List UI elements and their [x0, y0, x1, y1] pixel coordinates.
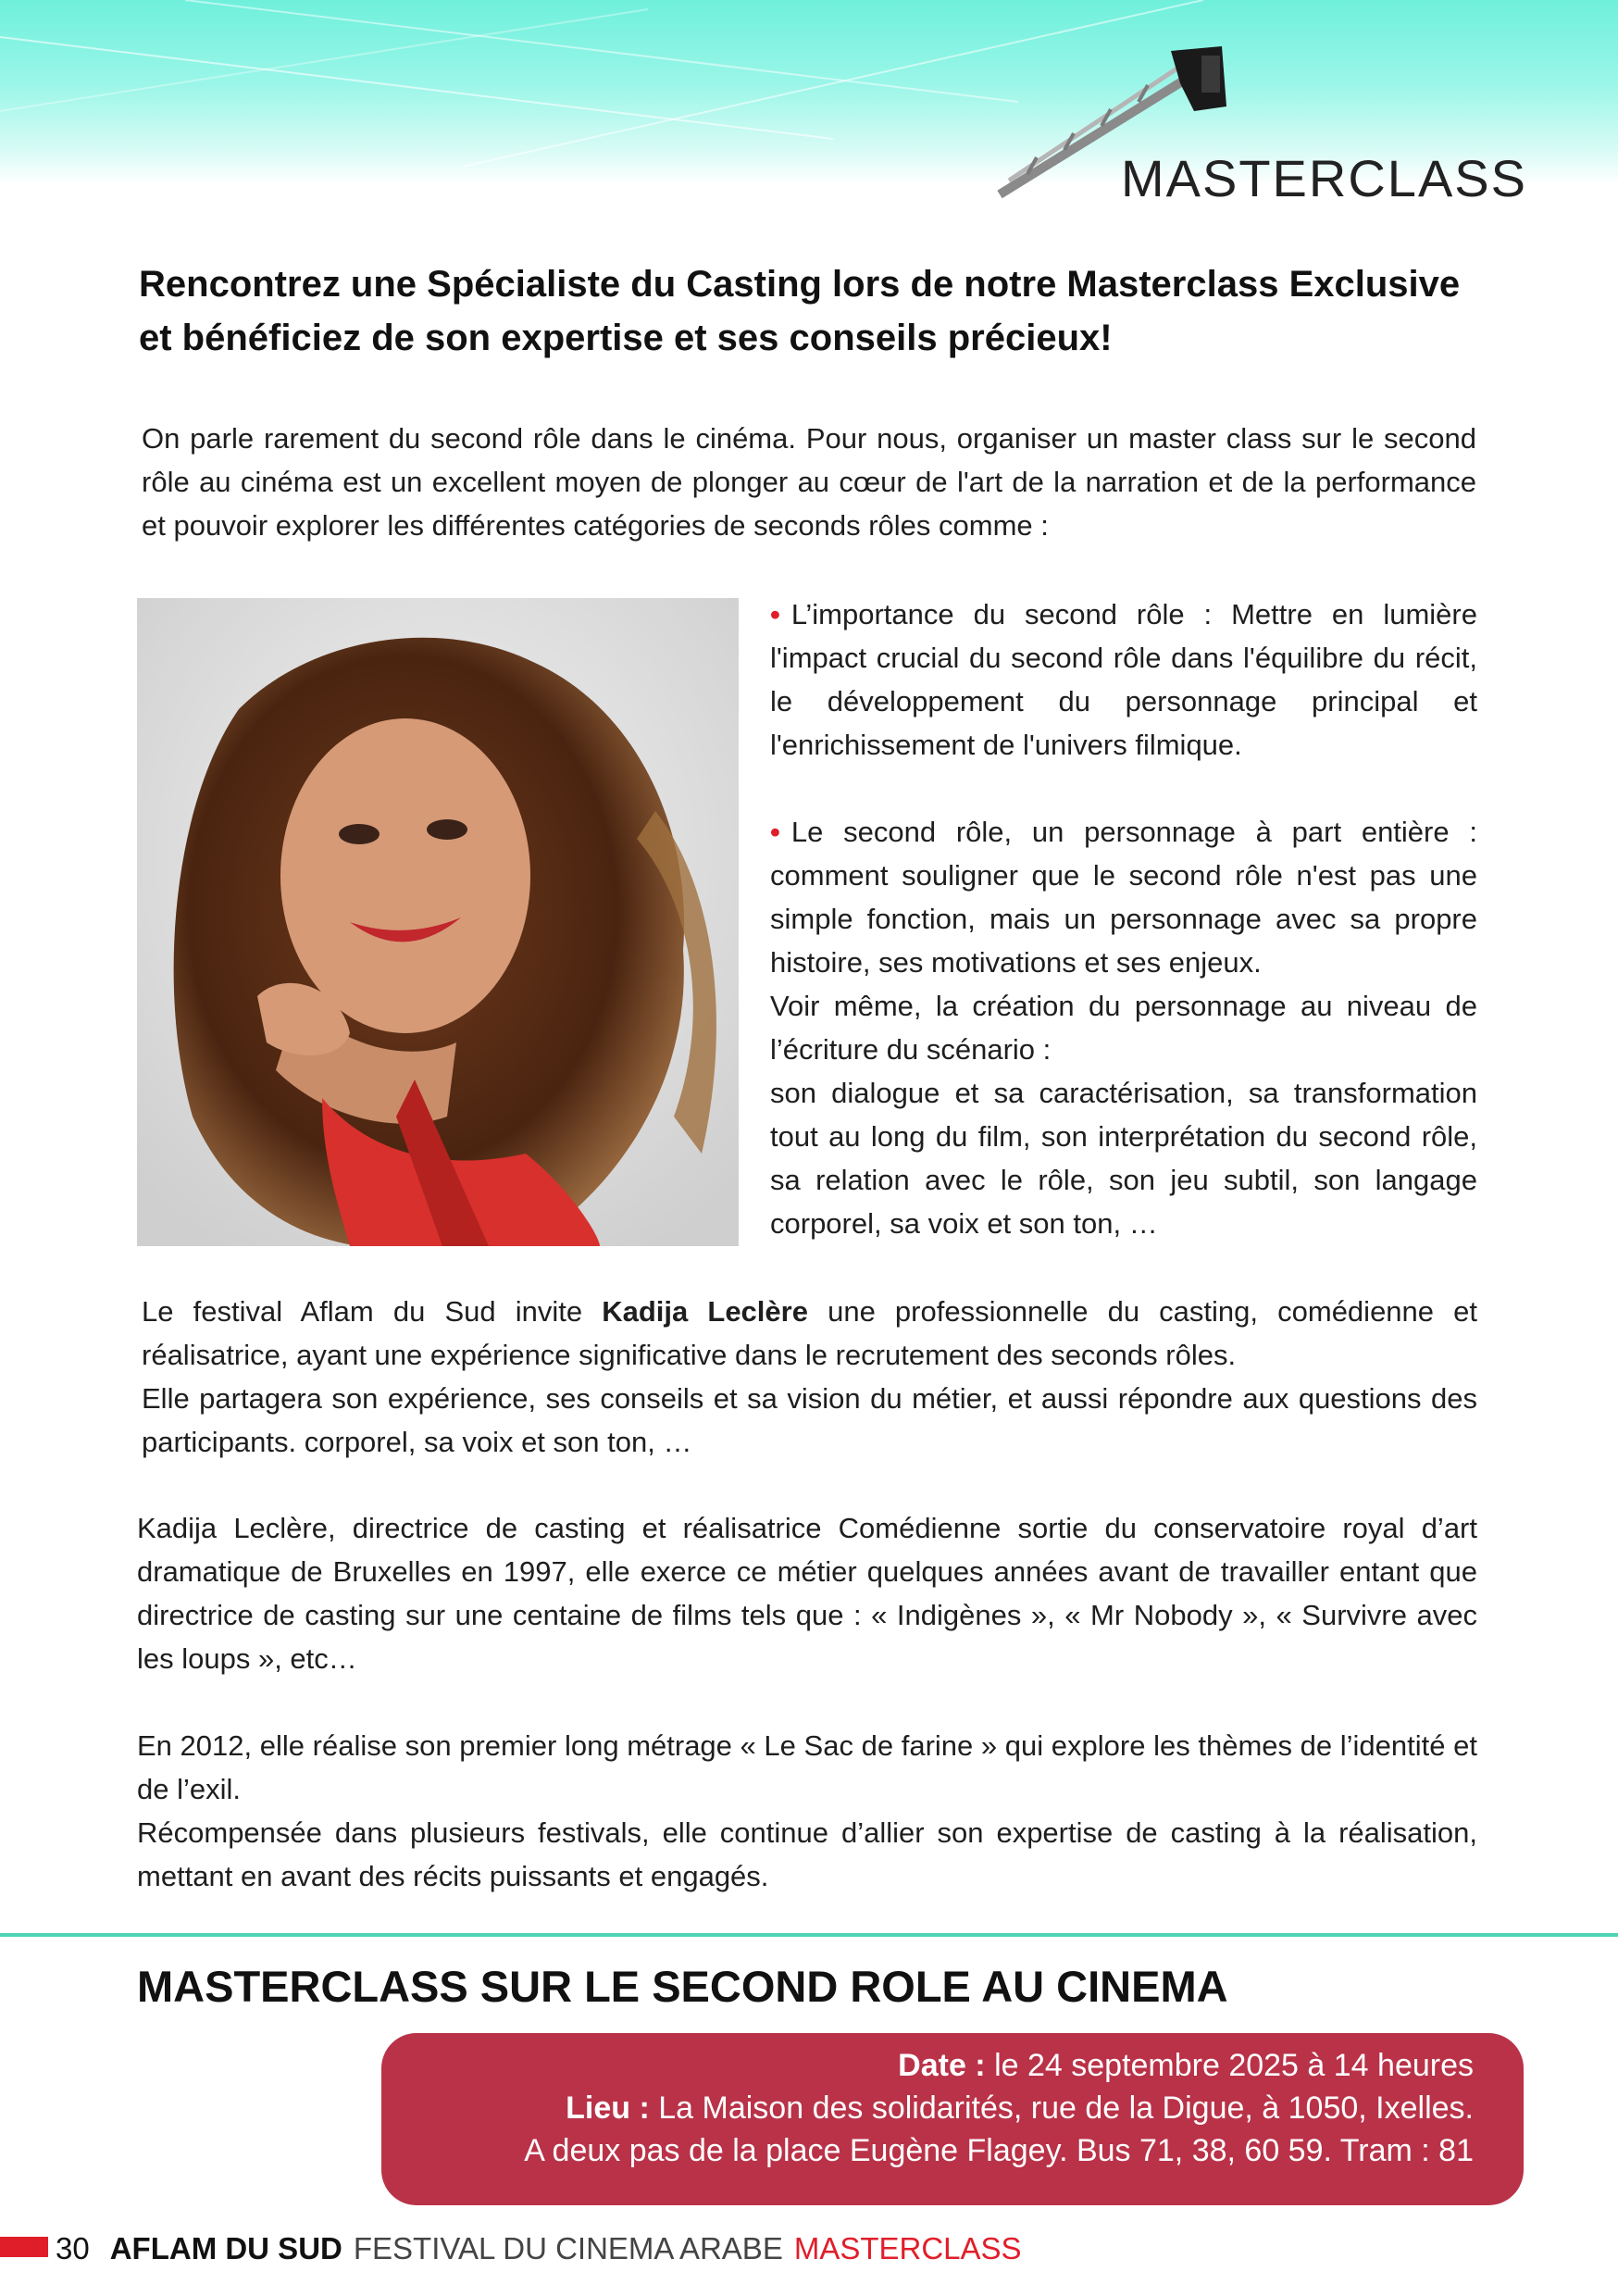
event-access: A deux pas de la place Eugène Flagey. Bus 71, 38, 60 59. Tram : 81: [524, 2133, 1474, 2168]
bullet-continuation: Voir même, la création du personnage au niveau de l’écriture du scénario :: [770, 990, 1477, 1066]
invite-line: Le festival Aflam du Sud invite Kadija Leclère une professionnelle du casting, comédienne et réalisatrice, ayant une expérience significative dans le recrutement des seconds rôles.: [142, 1295, 1477, 1371]
event-title: MASTERCLASS SUR LE SECOND ROLE AU CINEMA: [137, 1962, 1228, 2011]
footer-accent-bar: [0, 2237, 48, 2257]
headline-line-1: Rencontrez une Spécialiste du Casting lors de notre Masterclass Exclusive: [139, 264, 1461, 305]
bio-paragraph-1: Kadija Leclère, directrice de casting et réalisatrice Comédienne sortie du conservatoire royal d’art dramatique de Bruxelles en 1997, elle exerce ce métier quelques années avant de travailler entant que directrice de casting sur une centaine de films tels que : « Indigènes », « Mr Nobody », « Survivre avec les loups », etc…: [137, 1512, 1477, 1675]
headline: [139, 257, 1481, 365]
footer-section: MASTERCLASS: [793, 2231, 1022, 2265]
event-date: Date : le 24 septembre 2025 à 14 heures: [898, 2048, 1474, 2083]
bullet-continuation: son dialogue et sa caractérisation, sa transformation tout au long du film, son interprétation du second rôle, sa relation avec le rôle, son jeu subtil, son langage corporel, sa voix et son ton, …: [770, 1077, 1477, 1240]
section-label: MASTERCLASS: [1121, 149, 1527, 207]
headline-line-2: et bénéficiez de son expertise et ses conseils précieux!: [139, 318, 1113, 358]
page-footer: [56, 2231, 1022, 2266]
footer-subtitle: FESTIVAL DU CINEMA ARABE: [353, 2231, 783, 2265]
intro-text: On parle rarement du second rôle dans le cinéma. Pour nous, organiser un master class sur le second rôle au cinéma est un excellent moyen de plonger au cœur de l'art de la narration et de la performance et pouvoir explorer les différentes catégories de seconds rôles comme :: [142, 422, 1476, 542]
intro-paragraph: [142, 417, 1476, 547]
bio-paragraph-2: En 2012, elle réalise son premier long métrage « Le Sac de farine » qui explore les thèmes de l’identité et de l’exil. Récompensée dans plusieurs festivals, elle continue d’allier son expertise de casting à la réalisation, mettant en avant des récits puissants et engagés.: [137, 1729, 1477, 1892]
invite-paragraph: [142, 1290, 1477, 1464]
event-place: Lieu : La Maison des solidarités, rue de la Digue, à 1050, Ixelles.: [566, 2090, 1474, 2126]
section-divider: [0, 1933, 1618, 1937]
portrait-photo: [137, 598, 739, 1246]
event-info-box: [381, 2033, 1524, 2205]
bullet-item: • Le second rôle, un personnage à part entière : comment souligner que le second rôle n'est pas une simple fonction, mais un personnage avec sa propre histoire, ses motivations et ses enjeux.: [770, 816, 1477, 979]
bullet-icon: •: [770, 816, 780, 848]
bullet-item: • L’importance du second rôle : Mettre en lumière l'impact crucial du second rôle dans l'équilibre du récit, le développement du personnage principal et l'enrichissement de l'univers filmique.: [770, 598, 1477, 761]
footer-brand: AFLAM DU SUD: [109, 2231, 342, 2265]
bullet-list: [770, 593, 1477, 1245]
bullet-icon: •: [770, 598, 780, 630]
invite-line-2: Elle partagera son expérience, ses conseils et sa vision du métier, et aussi répondre aux questions des participants. corporel, sa voix et son ton, …: [142, 1382, 1477, 1458]
guest-name: Kadija Leclère: [602, 1295, 808, 1328]
page-number: 30: [56, 2231, 90, 2265]
